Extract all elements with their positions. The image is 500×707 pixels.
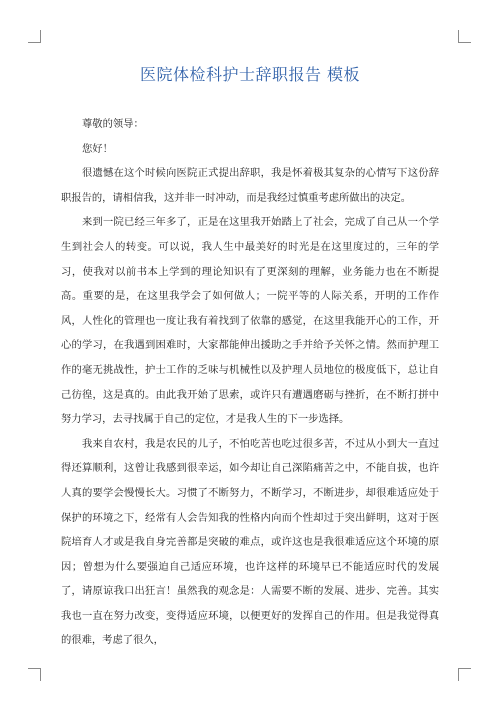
document-title: 医院体检科护士辞职报告 模板 [139, 65, 361, 84]
crop-mark-top-right [458, 30, 471, 43]
paragraph-3: 我来自农村，我是农民的儿子，不怕吃苦也吃过很多苦，不过从小到大一直过得还算顺利，这曾让我感到很幸运，如今却让自己深陷痛苦之中，不能自拔，也许人真的要学会慢慢长大。习惯了不断努力，不断学习，不断进步，却很难适应处于保护的环境之下，经常有人会告知我的性格内向而个性却过于突出鲜明，这对于医院培育人才或是我自身完善都是突破的难点，或许这也是我很难适应这个环境的原因；曾想为什么要强迫自己适应环境，也许这样的环境早已不能适应时代的发展了，请原谅我口出狂言！虽然我的观念是：人需要不断的发展、进步、完善。其实我也一直在努力改变，变得适应环境，以便更好的发挥自己的作用。但是我觉得真的很难，考虑了很久， [61, 437, 439, 647]
crop-mark-bottom-left [28, 668, 41, 681]
salutation: 尊敬的领导： [82, 118, 144, 130]
document-body [61, 112, 439, 653]
greeting: 您好！ [82, 142, 113, 155]
crop-mark-top-left [28, 30, 41, 43]
paragraph-1: 很遗憾在这个时候向医院正式提出辞职，我是怀着极其复杂的心情写下这份辞职报告的，请相信我，这并非一时冲动，而是我经过慎重考虑所做出的决定。 [61, 167, 439, 204]
crop-mark-bottom-right [458, 668, 471, 681]
paragraph-2: 来到一院已经三年多了，正是在这里我开始踏上了社会，完成了自己从一个学生到社会人的转变。可以说，我人生中最美好的时光是在这里度过的，三年的学习，使我对以前书本上学到的理论知识有了更深刻的理解，业务能力也在不断提高。重要的是，在这里我学会了如何做人；一院平等的人际关系，开明的工作作风，人性化的管理也一度让我有着找到了依靠的感觉，在这里我能开心的工作，开心的学习，在我遇到困难时，大家都能伸出援助之手并给予关怀之情。然而护理工作的毫无挑战性，护士工作的乏味与机械性以及护理人员地位的极度低下，总让自己彷徨，这是真的。由此我开始了思索，或许只有遭遇磨砺与挫折，在不断打拼中努力学习，去寻找属于自己的定位，才是我人生的下一步选择。 [61, 216, 439, 426]
